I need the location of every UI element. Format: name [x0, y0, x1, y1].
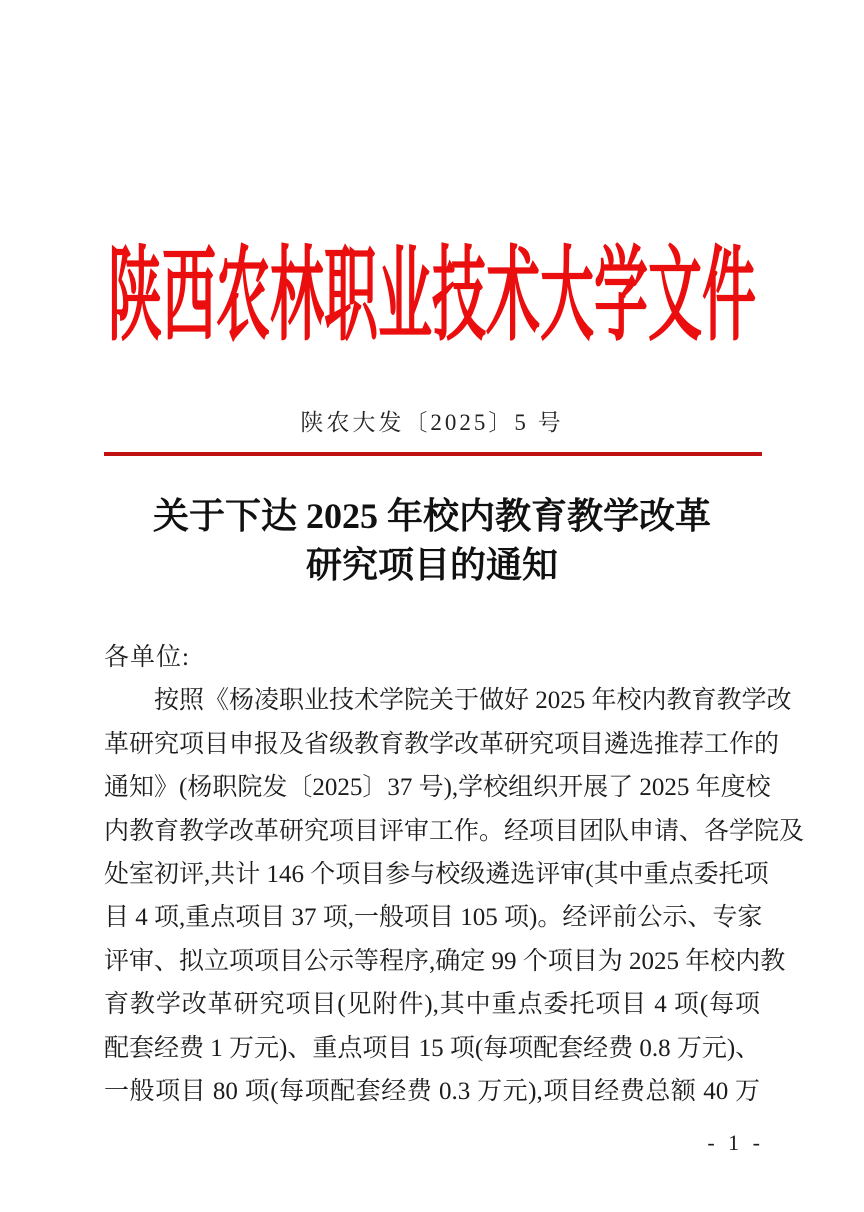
document-title-line2: 研究项目的通知 [305, 545, 558, 585]
body-line: 内教育教学改革研究项目评审工作。经项目团队申请、各学院及 [104, 817, 805, 845]
document-number: 陕农大发〔2025〕5 号 [300, 410, 564, 435]
body-line: 育教学改革研究项目(见附件),其中重点委托项目 4 项(每项 [104, 991, 760, 1019]
agency-banner [0, 230, 864, 353]
body-line: 配套经费 1 万元)、重点项目 15 项(每项配套经费 0.8 万元)、 [104, 1034, 761, 1062]
document-title [0, 492, 864, 590]
document-body [104, 636, 805, 1113]
page-number: - 1 - [707, 1130, 764, 1155]
body-line: 按照《杨凌职业技术学院关于做好 2025 年校内教育教学改 [154, 687, 792, 715]
body-line: 一般项目 80 项(每项配套经费 0.3 万元),项目经费总额 40 万 [104, 1078, 760, 1106]
body-line: 处室初评,共计 146 个项目参与校级遴选评审(其中重点委托项 [104, 861, 769, 889]
agency-banner-text: 陕西农林职业技术大学文件 [108, 238, 756, 353]
salutation: 各单位: [104, 644, 190, 671]
red-divider-line [104, 452, 762, 456]
body-line: 评审、拟立项项目公示等程序,确定 99 个项目为 2025 年校内教 [104, 947, 786, 975]
body-line: 革研究项目申报及省级教育教学改革研究项目遴选推荐工作的 [104, 730, 780, 758]
body-line: 通知》(杨职院发〔2025〕37 号),学校组织开展了 2025 年度校 [104, 774, 771, 802]
body-line: 目 4 项,重点项目 37 项,一般项目 105 项)。经评前公示、专家 [104, 904, 763, 932]
document-title-line1: 关于下达 2025 年校内教育教学改革 [152, 496, 711, 536]
